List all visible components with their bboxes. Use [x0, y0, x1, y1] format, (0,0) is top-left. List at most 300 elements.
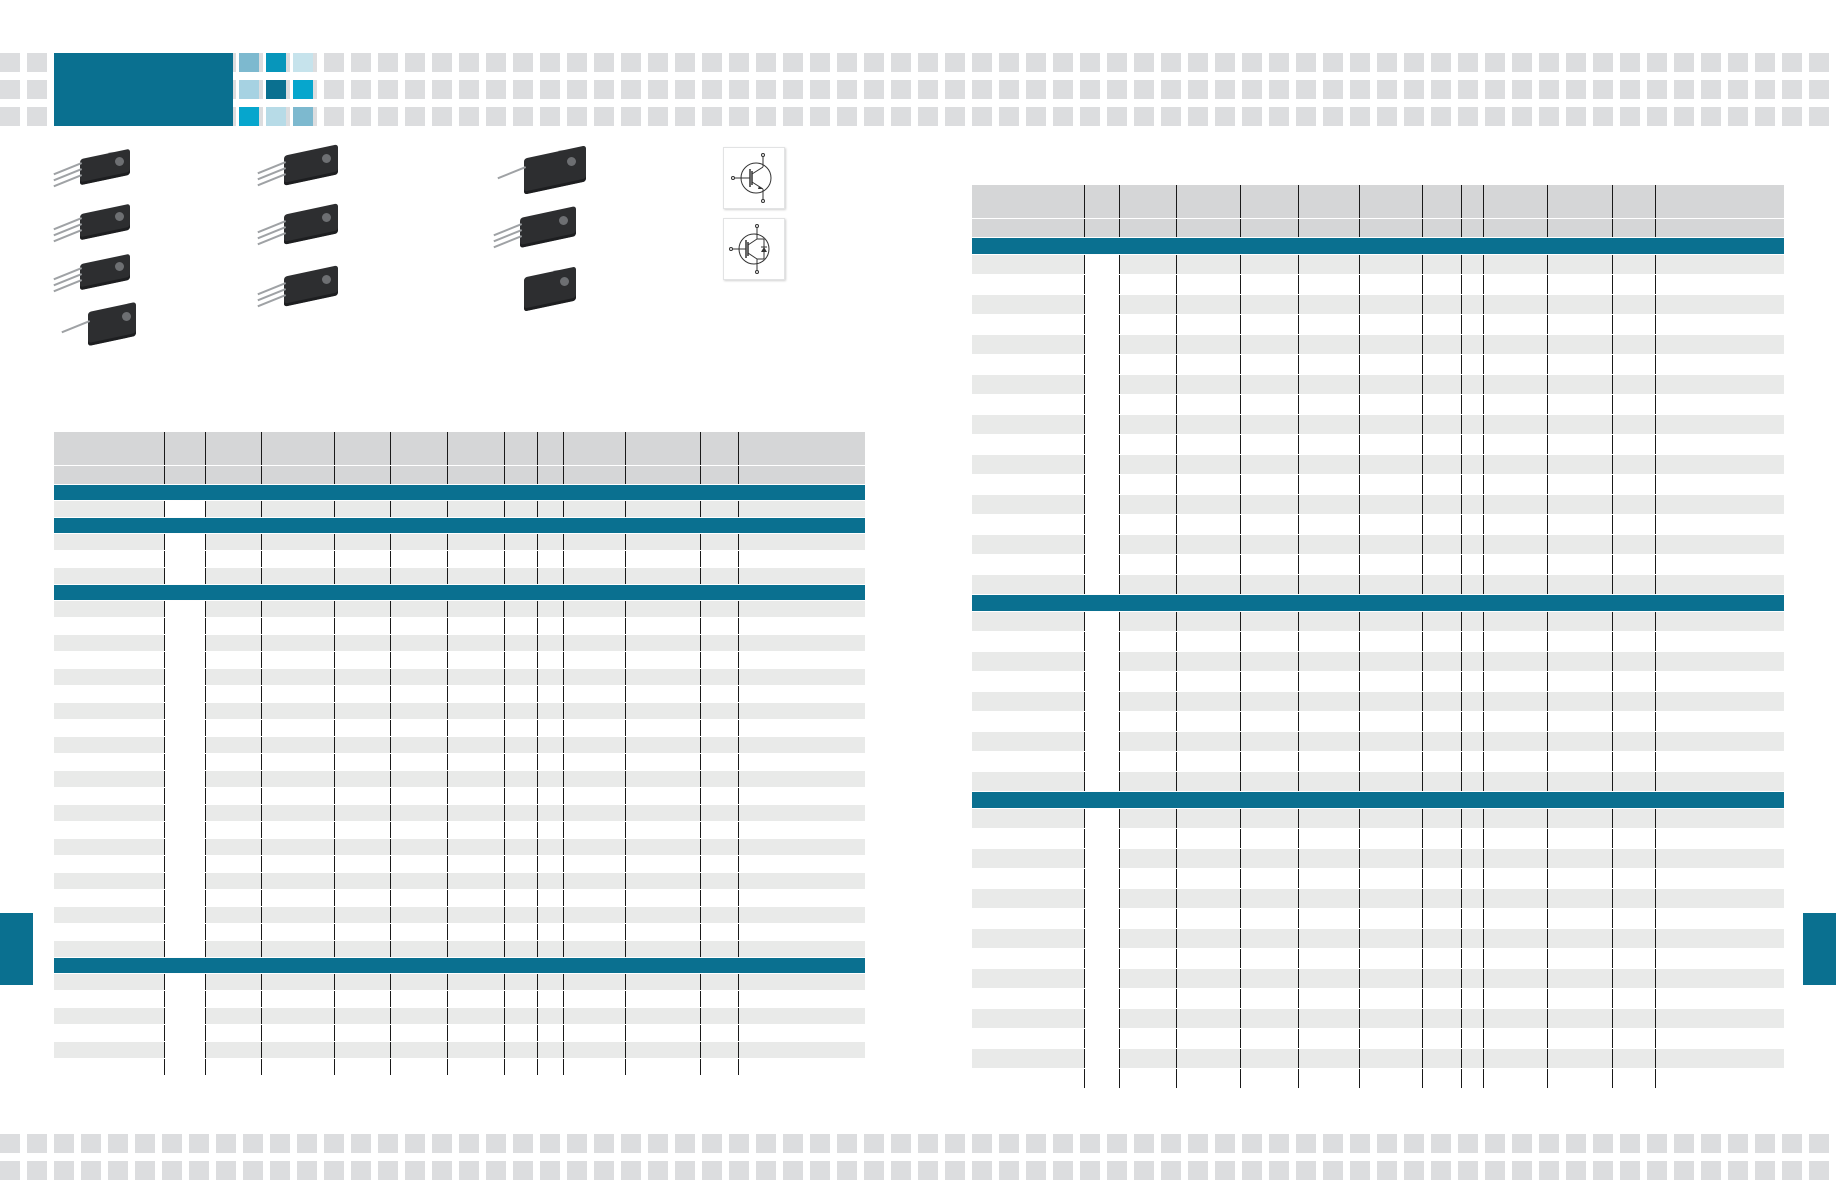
table-cell — [54, 703, 164, 720]
table-cell — [1176, 475, 1240, 495]
table-cell — [1422, 555, 1461, 575]
table-cell — [1655, 809, 1784, 829]
table-cell — [390, 568, 447, 585]
table-cell — [1547, 752, 1612, 772]
table-cell — [54, 941, 164, 958]
table-cell — [1240, 809, 1298, 829]
table-cell — [537, 652, 563, 669]
table-cell — [1359, 255, 1422, 275]
subheader-cell — [164, 466, 205, 485]
table-cell — [1240, 515, 1298, 535]
table-cell — [1655, 395, 1784, 415]
table-cell — [1176, 652, 1240, 672]
subheader-cell — [1240, 219, 1298, 238]
table-cell — [1547, 415, 1612, 435]
table-cell — [1547, 1029, 1612, 1049]
table-cell — [1359, 495, 1422, 515]
sot-227-module-package — [496, 268, 578, 322]
table-cell — [700, 771, 738, 788]
table-cell — [1119, 929, 1176, 949]
table-cell — [1422, 1049, 1461, 1069]
table-cell — [1483, 275, 1547, 295]
table-row — [972, 395, 1784, 415]
table-cell — [1422, 929, 1461, 949]
table-cell — [738, 551, 865, 568]
table-cell — [563, 618, 625, 635]
table-cell — [261, 907, 334, 924]
table-cell — [504, 501, 537, 518]
table-cell — [334, 601, 390, 618]
to-247-package — [256, 146, 340, 196]
table-cell — [447, 890, 504, 907]
table-cell — [1084, 415, 1119, 435]
table-row — [972, 495, 1784, 515]
table-row — [972, 315, 1784, 335]
table-cell — [1119, 1049, 1176, 1069]
table-row — [972, 829, 1784, 849]
table-cell — [261, 534, 334, 551]
table-cell — [1119, 455, 1176, 475]
table-cell — [1359, 969, 1422, 989]
table-cell — [1483, 672, 1547, 692]
table-cell — [205, 703, 261, 720]
table-cell — [1119, 969, 1176, 989]
table-cell — [1612, 535, 1655, 555]
table-cell — [1240, 829, 1298, 849]
table-cell — [625, 856, 700, 873]
table-cell — [164, 873, 205, 890]
table-cell — [1240, 949, 1298, 969]
table-cell — [625, 924, 700, 941]
table-cell — [1547, 949, 1612, 969]
table-row — [54, 686, 865, 703]
table-cell — [1483, 612, 1547, 632]
table-cell — [205, 1042, 261, 1059]
table-cell — [1547, 1069, 1612, 1089]
table-cell — [390, 873, 447, 890]
table-row — [972, 555, 1784, 575]
table-cell — [334, 991, 390, 1008]
table-cell — [1240, 632, 1298, 652]
table-cell — [1176, 889, 1240, 909]
table-cell — [1422, 909, 1461, 929]
table-cell — [972, 1049, 1084, 1069]
table-row — [54, 1008, 865, 1025]
table-cell — [1240, 315, 1298, 335]
table-cell — [1461, 575, 1483, 595]
table-cell — [1176, 989, 1240, 1009]
accent-tile — [293, 80, 313, 99]
table-cell — [1655, 315, 1784, 335]
table-cell — [972, 969, 1084, 989]
table-cell — [205, 618, 261, 635]
table-cell — [1547, 929, 1612, 949]
table-cell — [1612, 435, 1655, 455]
table-cell — [1240, 455, 1298, 475]
table-cell — [1359, 375, 1422, 395]
table-cell — [972, 455, 1084, 475]
table-cell — [54, 720, 164, 737]
table-cell — [1119, 909, 1176, 929]
table-cell — [1084, 909, 1119, 929]
table-row — [54, 737, 865, 754]
table-cell — [1240, 1069, 1298, 1089]
table-cell — [1422, 1029, 1461, 1049]
subheader-cell — [972, 219, 1084, 238]
table-cell — [1422, 375, 1461, 395]
table-cell — [738, 1008, 865, 1025]
table-cell — [1547, 495, 1612, 515]
table-cell — [205, 1059, 261, 1076]
table-row — [54, 669, 865, 686]
table-cell — [54, 991, 164, 1008]
table-cell — [1422, 435, 1461, 455]
table-cell — [1240, 989, 1298, 1009]
table-row — [972, 515, 1784, 535]
table-cell — [164, 635, 205, 652]
table-cell — [625, 601, 700, 618]
table-cell — [504, 1042, 537, 1059]
table-cell — [1461, 535, 1483, 555]
table-cell — [54, 974, 164, 991]
table-cell — [334, 501, 390, 518]
subheader-cell — [1084, 219, 1119, 238]
table-cell — [390, 991, 447, 1008]
table-cell — [334, 686, 390, 703]
table-cell — [1298, 809, 1359, 829]
table-cell — [1176, 315, 1240, 335]
table-cell — [504, 737, 537, 754]
table-row — [972, 632, 1784, 652]
table-cell — [261, 669, 334, 686]
table-cell — [972, 335, 1084, 355]
table-cell — [390, 618, 447, 635]
table-cell — [625, 974, 700, 991]
table-cell — [1612, 612, 1655, 632]
table-cell — [1298, 1009, 1359, 1029]
table-cell — [700, 618, 738, 635]
table-cell — [1422, 415, 1461, 435]
table-cell — [1359, 889, 1422, 909]
table-cell — [1176, 869, 1240, 889]
table-cell — [390, 788, 447, 805]
table-cell — [738, 635, 865, 652]
table-cell — [334, 890, 390, 907]
table-cell — [1547, 575, 1612, 595]
table-cell — [447, 941, 504, 958]
table-cell — [1298, 692, 1359, 712]
table-cell — [447, 720, 504, 737]
table-cell — [1612, 295, 1655, 315]
table-cell — [1240, 475, 1298, 495]
table-cell — [1119, 829, 1176, 849]
table-cell — [1547, 612, 1612, 632]
table-cell — [738, 856, 865, 873]
to-247-package-2 — [492, 208, 578, 258]
table-cell — [537, 720, 563, 737]
table-cell — [390, 839, 447, 856]
table-cell — [1461, 495, 1483, 515]
table-cell — [205, 1025, 261, 1042]
table-row — [54, 720, 865, 737]
table-cell — [1483, 869, 1547, 889]
table-cell — [1461, 849, 1483, 869]
table-cell — [1547, 335, 1612, 355]
table-cell — [504, 686, 537, 703]
table-row — [54, 754, 865, 771]
table-cell — [1084, 1049, 1119, 1069]
table-row — [972, 535, 1784, 555]
table-cell — [1119, 949, 1176, 969]
table-cell — [390, 941, 447, 958]
table-cell — [1461, 909, 1483, 929]
table-cell — [1119, 415, 1176, 435]
table-cell — [1359, 1049, 1422, 1069]
table-cell — [205, 890, 261, 907]
table-cell — [1240, 869, 1298, 889]
table-cell — [1240, 395, 1298, 415]
table-cell — [1119, 535, 1176, 555]
header-cell — [563, 432, 625, 466]
table-cell — [1612, 335, 1655, 355]
table-cell — [390, 805, 447, 822]
table-cell — [334, 873, 390, 890]
table-cell — [205, 924, 261, 941]
table-cell — [164, 686, 205, 703]
table-cell — [1612, 949, 1655, 969]
table-cell — [1359, 295, 1422, 315]
table-cell — [504, 568, 537, 585]
table-cell — [1461, 355, 1483, 375]
table-cell — [537, 873, 563, 890]
table-row — [972, 809, 1784, 829]
table-cell — [205, 991, 261, 1008]
table-header-row — [54, 432, 865, 466]
table-cell — [390, 686, 447, 703]
table-cell — [1298, 415, 1359, 435]
table-cell — [261, 924, 334, 941]
table-cell — [738, 501, 865, 518]
table-cell — [1084, 712, 1119, 732]
subheader-cell — [1655, 219, 1784, 238]
table-cell — [205, 974, 261, 991]
table-cell — [164, 805, 205, 822]
accent-tile — [266, 80, 286, 99]
table-cell — [1461, 1029, 1483, 1049]
table-cell — [447, 856, 504, 873]
table-cell — [1298, 395, 1359, 415]
table-cell — [54, 839, 164, 856]
table-cell — [1612, 1069, 1655, 1089]
table-cell — [1084, 752, 1119, 772]
table-cell — [205, 686, 261, 703]
table-cell — [972, 712, 1084, 732]
table-cell — [1483, 1069, 1547, 1089]
table-cell — [447, 907, 504, 924]
table-cell — [700, 941, 738, 958]
table-row — [54, 1042, 865, 1059]
table-cell — [504, 788, 537, 805]
table-cell — [1359, 692, 1422, 712]
table-row — [972, 575, 1784, 595]
table-cell — [334, 568, 390, 585]
table-cell — [972, 889, 1084, 909]
table-cell — [738, 618, 865, 635]
table-cell — [1612, 275, 1655, 295]
table-cell — [1240, 712, 1298, 732]
table-cell — [738, 754, 865, 771]
table-header-row — [972, 185, 1784, 219]
table-row — [54, 873, 865, 890]
table-cell — [563, 788, 625, 805]
header-cell — [1359, 185, 1422, 219]
table-cell — [625, 941, 700, 958]
table-cell — [1240, 969, 1298, 989]
table-cell — [504, 1025, 537, 1042]
table-cell — [390, 1008, 447, 1025]
table-cell — [563, 551, 625, 568]
table-cell — [164, 754, 205, 771]
table-cell — [537, 907, 563, 924]
table-cell — [1176, 772, 1240, 792]
table-cell — [700, 568, 738, 585]
table-row — [54, 941, 865, 958]
table-cell — [1119, 435, 1176, 455]
table-cell — [1483, 692, 1547, 712]
table-cell — [1359, 672, 1422, 692]
table-cell — [1612, 929, 1655, 949]
table-cell — [1298, 909, 1359, 929]
table-cell — [1461, 255, 1483, 275]
table-cell — [261, 720, 334, 737]
table-cell — [1461, 672, 1483, 692]
table-cell — [1298, 1069, 1359, 1089]
table-cell — [1176, 335, 1240, 355]
table-cell — [625, 568, 700, 585]
table-cell — [537, 686, 563, 703]
table-cell — [1176, 849, 1240, 869]
table-cell — [1176, 395, 1240, 415]
table-cell — [700, 551, 738, 568]
table-cell — [261, 703, 334, 720]
table-row — [972, 295, 1784, 315]
table-cell — [1547, 909, 1612, 929]
table-cell — [1359, 475, 1422, 495]
table-cell — [447, 754, 504, 771]
table-cell — [261, 856, 334, 873]
header-cell — [1612, 185, 1655, 219]
table-cell — [738, 805, 865, 822]
table-cell — [1461, 555, 1483, 575]
table-cell — [1547, 515, 1612, 535]
table-cell — [261, 737, 334, 754]
table-cell — [563, 635, 625, 652]
table-cell — [1176, 752, 1240, 772]
table-cell — [1084, 435, 1119, 455]
table-cell — [972, 435, 1084, 455]
table-cell — [1547, 1049, 1612, 1069]
table-cell — [972, 652, 1084, 672]
bottom-tile-band — [0, 1134, 1836, 1180]
table-cell — [205, 839, 261, 856]
table-cell — [1422, 869, 1461, 889]
table-row — [54, 856, 865, 873]
table-row — [972, 949, 1784, 969]
table-cell — [972, 1069, 1084, 1089]
table-cell — [261, 1059, 334, 1076]
table-cell — [972, 1029, 1084, 1049]
table-cell — [1084, 275, 1119, 295]
table-cell — [1119, 395, 1176, 415]
table-cell — [1655, 415, 1784, 435]
table-cell — [1655, 652, 1784, 672]
table-cell — [1422, 455, 1461, 475]
table-cell — [1612, 772, 1655, 792]
table-cell — [504, 974, 537, 991]
table-row — [972, 652, 1784, 672]
table-cell — [1655, 989, 1784, 1009]
table-cell — [1547, 395, 1612, 415]
table-cell — [504, 534, 537, 551]
table-cell — [1359, 909, 1422, 929]
table-cell — [1176, 275, 1240, 295]
table-cell — [1298, 1049, 1359, 1069]
table-cell — [972, 732, 1084, 752]
table-cell — [1119, 809, 1176, 829]
table-cell — [1084, 515, 1119, 535]
table-cell — [504, 805, 537, 822]
table-cell — [1119, 375, 1176, 395]
table-cell — [504, 551, 537, 568]
table-cell — [563, 839, 625, 856]
table-cell — [1084, 869, 1119, 889]
table-cell — [1483, 1049, 1547, 1069]
table-cell — [1176, 829, 1240, 849]
table-row — [54, 788, 865, 805]
table-cell — [625, 703, 700, 720]
table-cell — [1176, 495, 1240, 515]
table-cell — [447, 839, 504, 856]
table-cell — [504, 991, 537, 1008]
right-product-table — [972, 185, 1784, 1089]
table-cell — [1240, 335, 1298, 355]
table-cell — [447, 924, 504, 941]
header-cell — [1483, 185, 1547, 219]
table-cell — [334, 941, 390, 958]
table-cell — [164, 924, 205, 941]
table-cell — [1483, 395, 1547, 415]
table-cell — [625, 873, 700, 890]
table-cell — [54, 686, 164, 703]
table-cell — [1176, 909, 1240, 929]
table-cell — [1612, 752, 1655, 772]
table-cell — [1483, 435, 1547, 455]
table-cell — [700, 737, 738, 754]
table-cell — [1176, 712, 1240, 732]
table-cell — [54, 873, 164, 890]
table-cell — [625, 1008, 700, 1025]
table-cell — [1084, 1009, 1119, 1029]
table-cell — [334, 618, 390, 635]
table-cell — [504, 652, 537, 669]
table-cell — [563, 974, 625, 991]
table-cell — [1461, 752, 1483, 772]
igbt-symbol-icon — [723, 147, 785, 209]
table-cell — [1176, 515, 1240, 535]
table-cell — [1461, 415, 1483, 435]
table-cell — [1547, 869, 1612, 889]
table-cell — [972, 355, 1084, 375]
